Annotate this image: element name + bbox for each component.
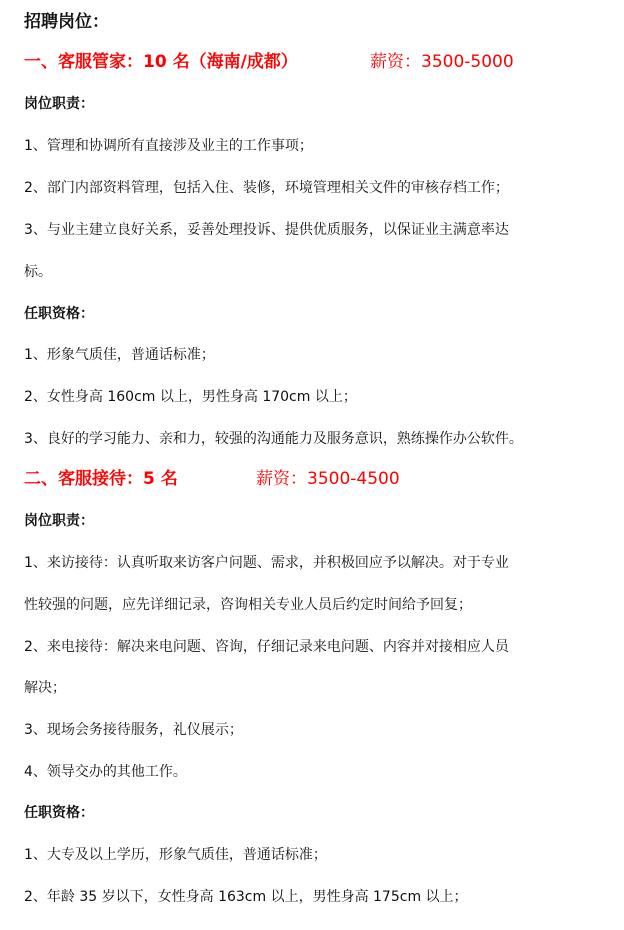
position-2-duty-4: 4、领导交办的其他工作。 [24,764,187,780]
position-2-salary: 薪资：3500-4500 [256,469,400,489]
position-2-duty-1: 1、来访接待：认真听取来访客户问题、需求，并积极回应予以解决。对于专业 [24,555,509,571]
position-1-qual-3: 3、良好的学习能力、亲和力，较强的沟通能力及服务意识，熟练操作办公软件。 [24,431,523,447]
position-2-duties-label: 岗位职责： [24,513,94,529]
position-1-duty-3: 3、与业主建立良好关系，妥善处理投诉、提供优质服务，以保证业主满意率达 [24,222,509,238]
position-1-qual-1: 1、形象气质佳，普通话标准； [24,347,215,363]
position-1-salary: 薪资：3500-5000 [370,52,514,72]
position-1-qual-2: 2、女性身高 160cm 以上，男性身高 170cm 以上； [24,389,357,405]
position-2-qual-label: 任职资格： [24,805,94,821]
position-2-duty-1-cont: 性较强的问题，应先详细记录，咨询相关专业人员后约定时间给予回复； [24,597,472,613]
position-2-qual-1: 1、大专及以上学历，形象气质佳，普通话标准； [24,847,327,863]
position-2-duty-3: 3、现场会务接待服务，礼仪展示； [24,722,243,738]
position-1-heading: 一、客服管家：10 名（海南/成都） [24,52,298,72]
position-2-heading: 二、客服接待：5 名 [24,469,178,489]
position-1-qual-label: 任职资格： [24,306,94,322]
position-1-duty-1: 1、管理和协调所有直接涉及业主的工作事项； [24,138,313,154]
page-title: 招聘岗位： [24,12,109,32]
position-1-duties-label: 岗位职责： [24,96,94,112]
position-1-duty-3-cont: 标。 [24,264,52,280]
position-2-qual-2: 2、年龄 35 岁以下，女性身高 163cm 以上，男性身高 175cm 以上； [24,889,468,905]
position-2-duty-2-cont: 解决； [24,680,66,696]
position-1-duty-2: 2、部门内部资料管理，包括入住、装修，环境管理相关文件的审核存档工作； [24,180,509,196]
position-2-duty-2: 2、来电接待：解决来电问题、咨询，仔细记录来电问题、内容并对接相应人员 [24,639,509,655]
